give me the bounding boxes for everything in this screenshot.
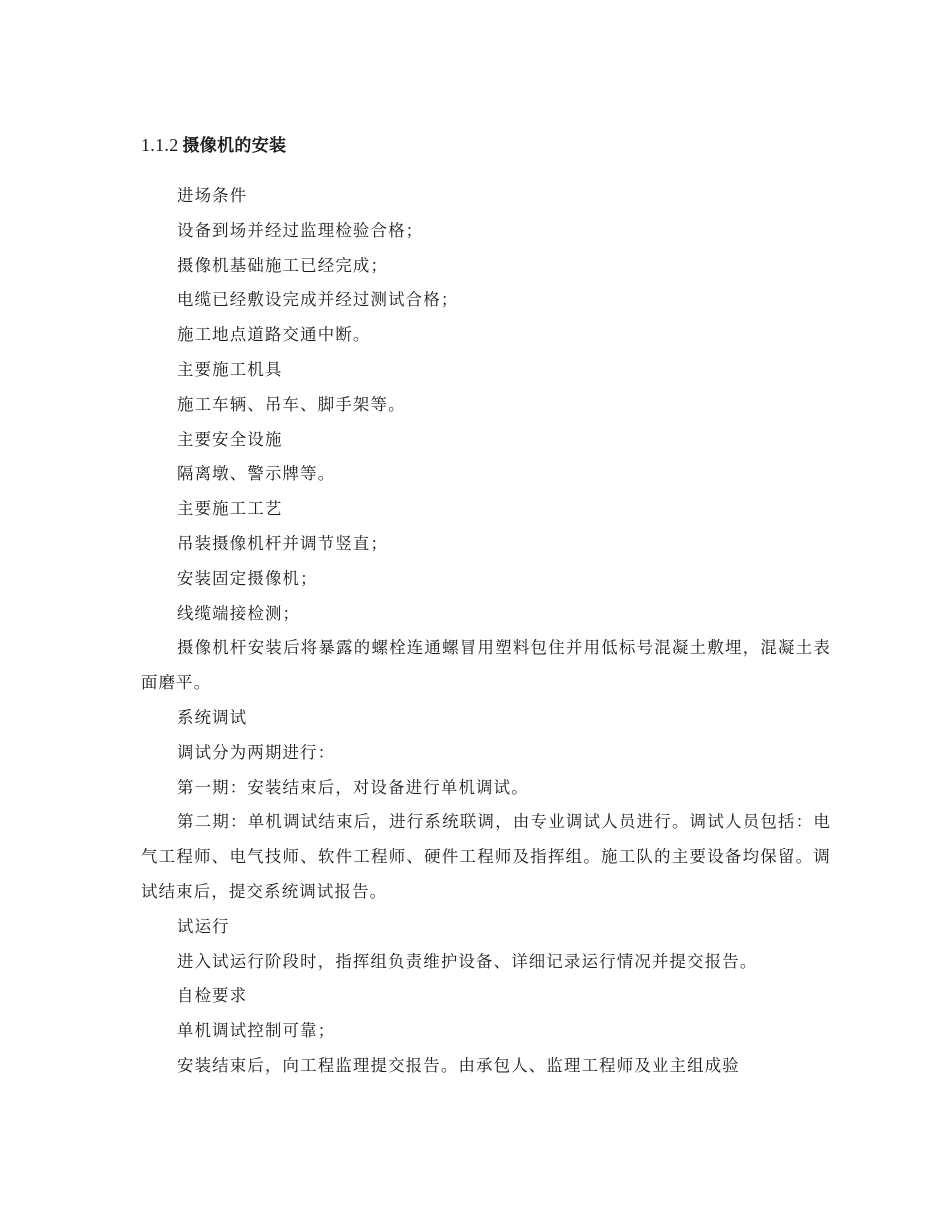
- section-number: 1.1.2: [141, 135, 179, 155]
- paragraph: 自检要求: [177, 986, 248, 1006]
- paragraph: 隔离墩、警示牌等。: [177, 464, 336, 484]
- paragraph: 主要安全设施: [177, 429, 283, 449]
- paragraph: 摄像机杆安装后将暴露的螺栓连通螺冒用塑料包住并用低标号混凝土敷埋，混凝土表面磨平。: [141, 638, 831, 693]
- paragraph: 进场条件: [177, 186, 248, 205]
- paragraph: 安装结束后，向工程监理提交报告。由承包人、监理工程师及业主组成验: [177, 1055, 740, 1075]
- section-heading: [141, 131, 286, 156]
- paragraph: 施工地点道路交通中断。: [177, 325, 371, 345]
- paragraph: 系统调试: [177, 707, 248, 727]
- paragraph: 吊装摄像机杆并调节竖直；: [177, 533, 389, 553]
- paragraph: 施工车辆、吊车、脚手架等。: [177, 394, 406, 414]
- paragraph: 安装固定摄像机；: [177, 568, 318, 588]
- paragraph: 设备到场并经过监理检验合格；: [177, 220, 424, 240]
- document-body: [141, 179, 831, 1084]
- paragraph: 调试分为两期进行：: [177, 742, 336, 762]
- paragraph: 主要施工机具: [177, 359, 283, 379]
- paragraph: 进入试运行阶段时，指挥组负责维护设备、详细记录运行情况并提交报告。: [177, 951, 758, 971]
- paragraph: 单机调试控制可靠；: [177, 1021, 336, 1041]
- paragraph: 试运行: [177, 916, 230, 936]
- paragraph: 摄像机基础施工已经完成；: [177, 255, 389, 275]
- paragraph: 电缆已经敷设完成并经过测试合格；: [177, 290, 459, 310]
- paragraph: 线缆端接检测；: [177, 603, 301, 623]
- section-title: 摄像机的安装: [182, 136, 287, 156]
- paragraph: 第二期：单机调试结束后，进行系统联调，由专业调试人员进行。调试人员包括：电气工程师、电气技师、软件工程师、硬件工程师及指挥组。施工队的主要设备均保留。调试结束后，提交系统调试报告。: [141, 812, 831, 901]
- paragraph: 第一期：安装结束后，对设备进行单机调试。: [177, 777, 529, 797]
- paragraph: 主要施工工艺: [177, 499, 283, 519]
